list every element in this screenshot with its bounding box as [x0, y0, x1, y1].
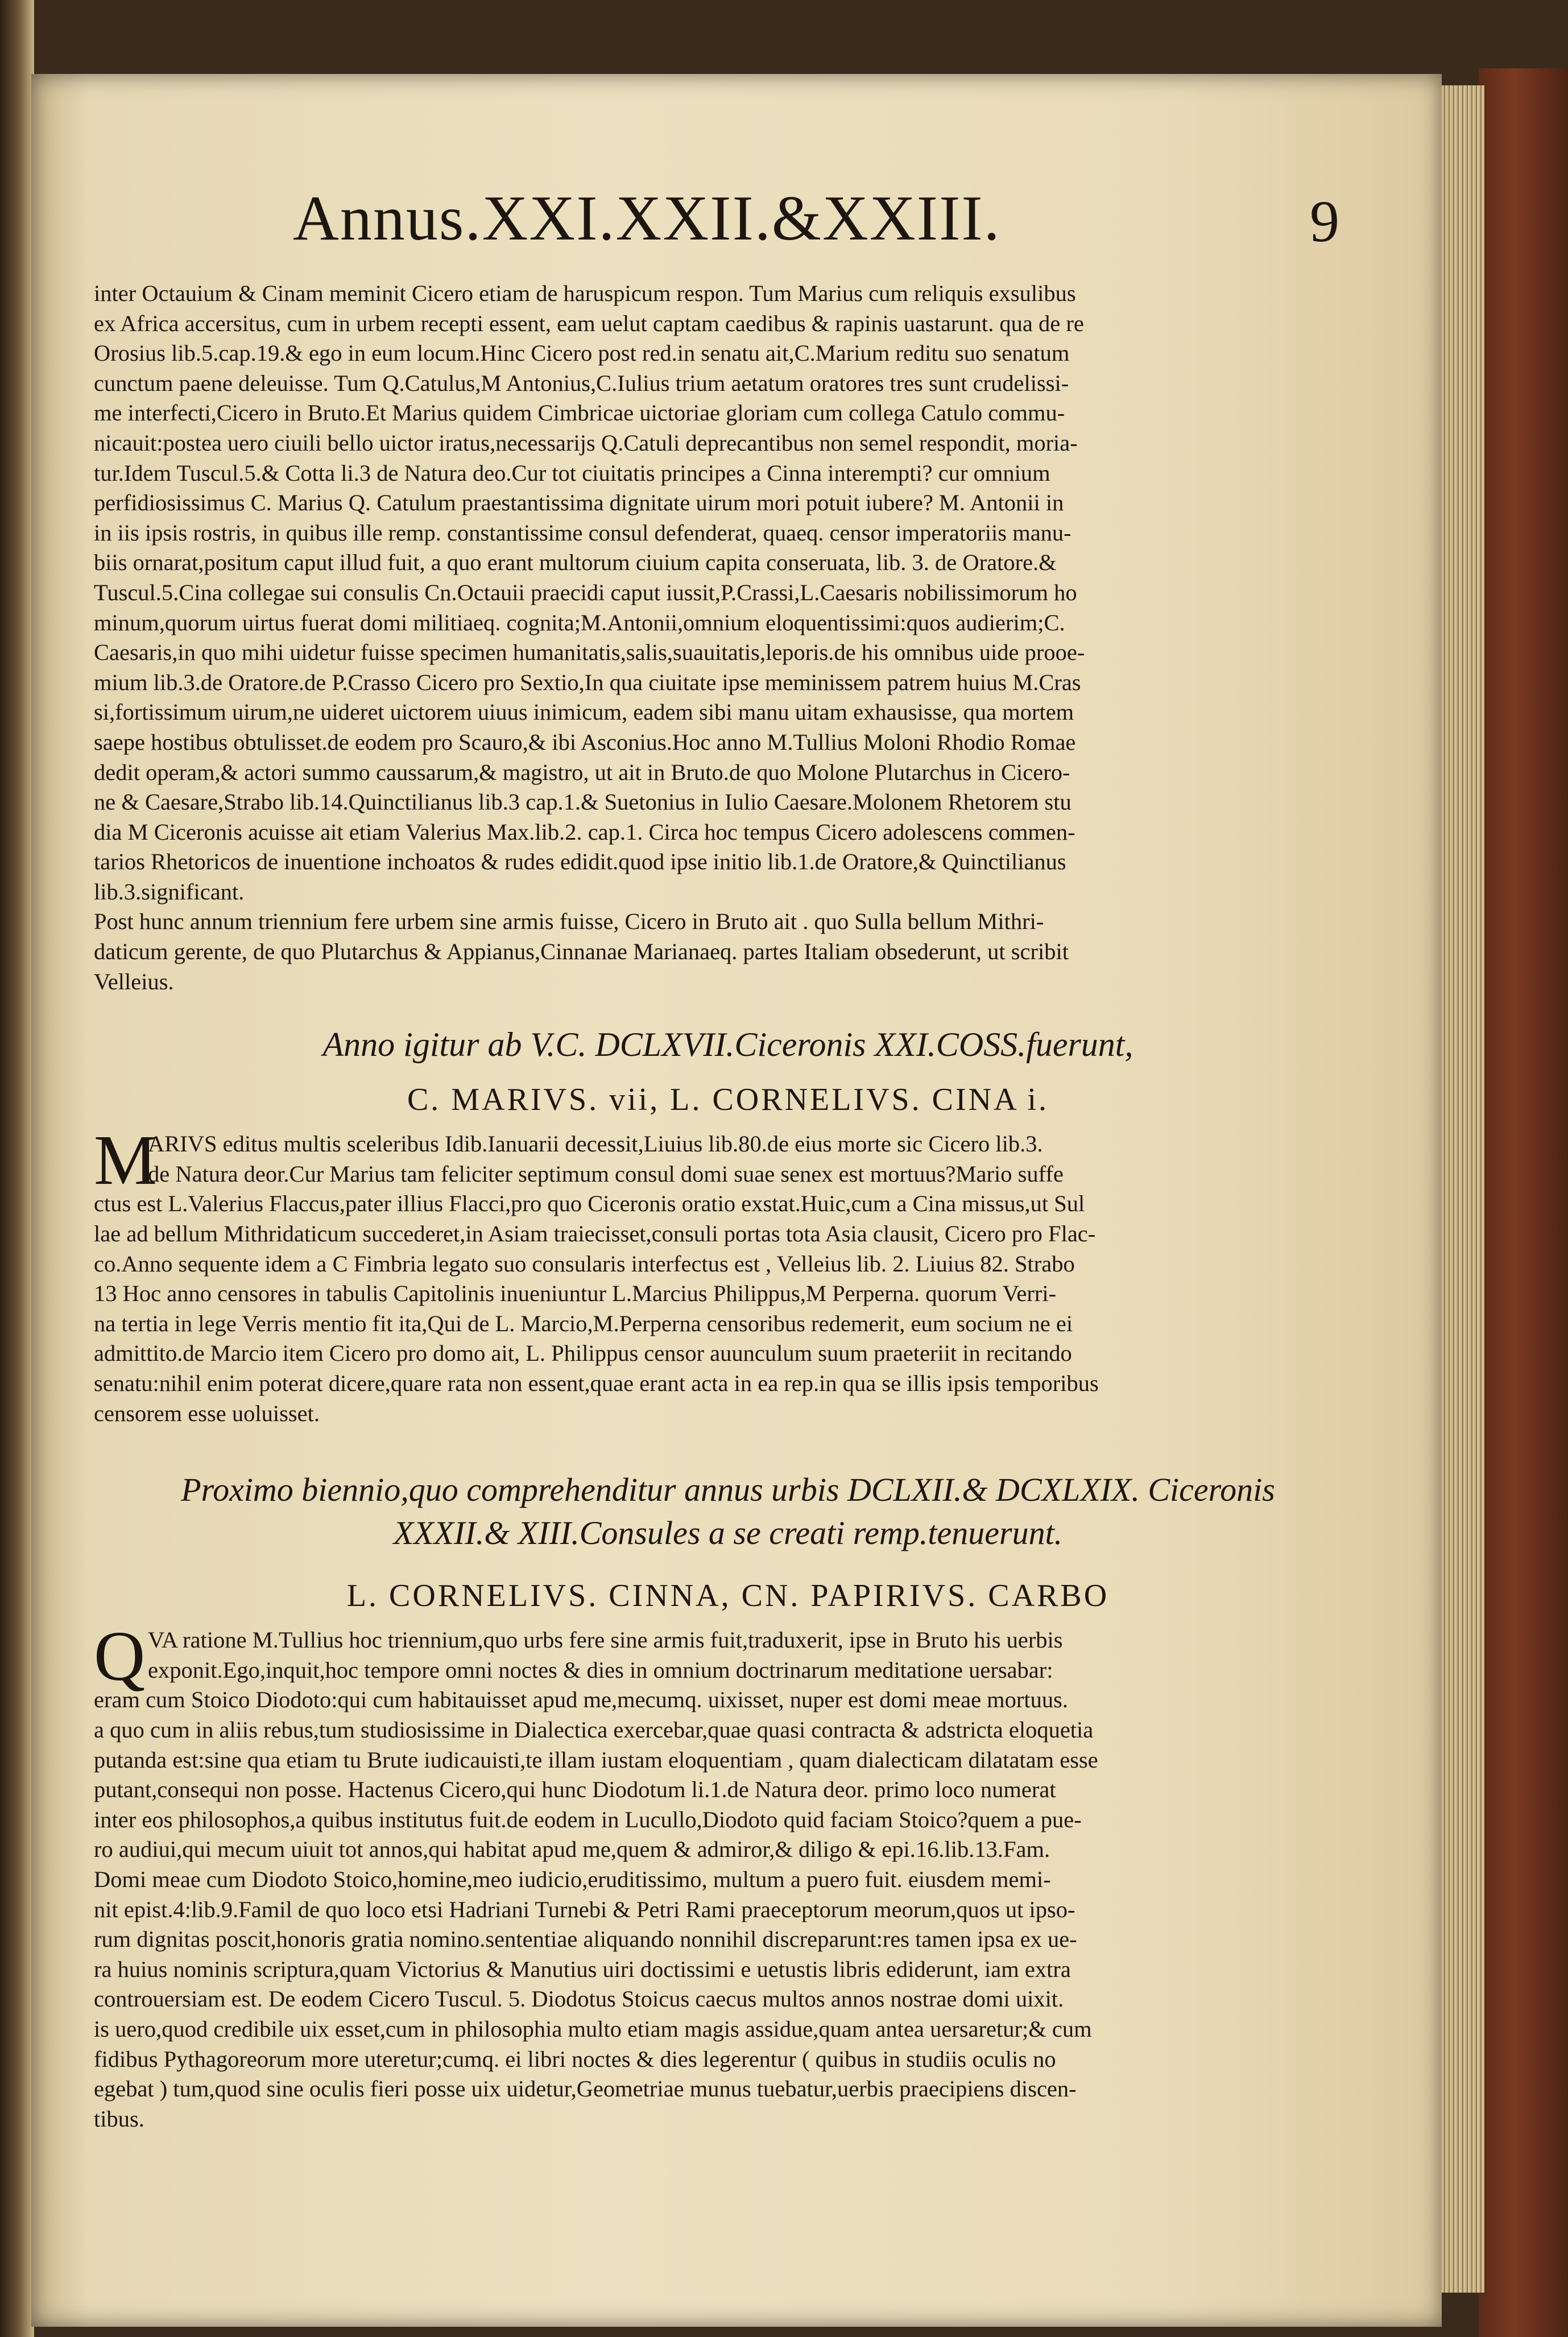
paragraph-2: [94, 907, 1362, 997]
text-line: nit epist.4:lib.9.Famil de quo loco etsi Hadriani Turnebi & Petri Rami praeceptorum meorum,quos ut ipso-: [94, 1896, 1075, 1922]
running-head: [94, 171, 1362, 279]
text-line: in iis ipsis rostris, in quibus ille remp. constantissime consul defenderat, quaeq. censor imperatoriis manu-: [94, 519, 1071, 546]
text-line: 13 Hoc anno censores in tabulis Capitolinis inueniuntur L.Marcius Philippus,M Perperna. quorum Verri-: [94, 1281, 1057, 1307]
page-content: [94, 171, 1362, 2276]
text-line: lae ad bellum Mithridaticum succederet,in Asiam traiecisset,consuli portas tota Asia clausit, Cicero pro Flac-: [94, 1221, 1096, 1247]
text-line: ne & Caesare,Strabo lib.14.Quinctilianus lib.3 cap.1.& Suetonius in Iulio Caesare.Molonem Rhetorem stu: [94, 789, 1071, 815]
section-1-text: [94, 1121, 1362, 1428]
text-line: na tertia in lege Verris mentio fit ita,Qui de L. Marcio,M.Perperna censoribus redemerit, eum socium ne ei: [94, 1310, 1073, 1336]
text-line: fidibus Pythagoreorum more uteretur;cumq. ei libri noctes & dies legerentur ( quibus in studiis oculis no: [94, 2046, 1056, 2072]
section-2-intro-line-1: Proximo biennio,quo comprehenditur annus urbis DCLXII.& DCXLXIX. Ciceronis: [181, 1471, 1275, 1509]
text-line: Velleius.: [94, 968, 174, 994]
text-line: Post hunc annum triennium fere urbem sine armis fuisse, Cicero in Bruto ait . quo Sulla bellum Mithri-: [94, 909, 1044, 935]
drop-cap-q: Q: [94, 1617, 146, 1696]
text-line: tarios Rhetoricos de inuentione inchoatos & rudes edidit.quod ipse initio lib.1.de Oratore,& Quinctilianus: [94, 849, 1066, 875]
text-line: daticum gerente, de quo Plutarchus & Appianus,Cinnanae Marianaeq. partes Italiam obsederunt, ut scribit: [94, 939, 1069, 965]
text-line: minum,quorum uirtus fuerat domi militiaeq. cognita;M.Antonii,omnium eloquentissimi:quos audierim;C.: [94, 609, 1065, 635]
section-2-text: [94, 1617, 1362, 2134]
text-line: Domi meae cum Diodoto Stoico,homine,meo iudicio,eruditissimo, multum a puero fuit. eiusdem memi-: [94, 1866, 1051, 1892]
text-line: Caesaris,in quo mihi uidetur fuisse specimen humanitatis,salis,suauitatis,leporis.de his omnibus uide prooe-: [94, 639, 1085, 666]
text-line: dia M Ciceronis acuisse ait etiam Valerius Max.lib.2. cap.1. Circa hoc tempus Cicero adolescens commen-: [94, 819, 1075, 845]
text-line: putant,consequi non posse. Hactenus Cicero,qui hunc Diodotum li.1.de Natura deor. primo loco numerat: [94, 1777, 1056, 1803]
text-line: ARIVS editus multis sceleribus Idib.Ianuarii decessit,Liuius lib.80.de eius morte sic Cicero lib.3.: [148, 1131, 1043, 1157]
text-line: ctus est L.Valerius Flaccus,pater illius Flacci,pro quo Ciceronis oratio exstat.Huic,cum a Cina missus,ut Sul: [94, 1191, 1085, 1217]
text-line: admittito.de Marcio item Cicero pro domo ait, L. Philippus censor auunculum suum praeteriit in recitando: [94, 1340, 1072, 1366]
text-line: VA ratione M.Tullius hoc triennium,quo urbs fere sine armis fuit,traduxerit, ipse in Bruto his uerbis: [148, 1627, 1063, 1653]
text-line: putanda est:sine qua etiam tu Brute iudicauisti,te illam iustam eloquentiam , quam dialecticam dilatatam esse: [94, 1746, 1098, 1773]
drop-cap-m: M: [94, 1121, 158, 1200]
paragraph-1: [94, 279, 1362, 907]
text-line: Tuscul.5.Cina collegae sui consulis Cn.Octauii praecidi caput iussit,P.Crassi,L.Caesaris nobilissimorum ho: [94, 579, 1077, 605]
text-line: a quo cum in aliis rebus,tum studiosissime in Dialectica exercebar,quae quasi contracta & adstricta eloquetia: [94, 1716, 1094, 1743]
section-1-intro: Anno igitur ab V.C. DCLXVII.Ciceronis XXI.COSS.fuerunt,: [322, 1026, 1133, 1064]
text-line: co.Anno sequente idem a C Fimbria legato suo consularis interfectus est , Velleius lib. 2. Liuius 82. Strabo: [94, 1250, 1075, 1277]
page-number: 9: [1310, 189, 1339, 254]
section-2-consuls: L. CORNELIVS. CINNA, CN. PAPIRIVS. CARBO: [346, 1578, 1110, 1614]
text-line: ex Africa accersitus, cum in urbem recepti essent, eam uelut captam caedibus & rapinis uastarunt. qua de re: [94, 310, 1084, 336]
text-line: me interfecti,Cicero in Bruto.Et Marius quidem Cimbricae uictoriae gloriam cum collega Catulo commu-: [94, 400, 1065, 426]
text-line: tur.Idem Tuscul.5.& Cotta li.3 de Natura deo.Cur tot ciuitatis principes a Cinna interempti? cur omnium: [94, 460, 1050, 486]
book-binding: [1479, 68, 1568, 2337]
text-line: censorem esse uoluisset.: [94, 1400, 320, 1426]
text-line: exponit.Ego,inquit,hoc tempore omni noctes & dies in omnium doctrinarum meditatione uersabar:: [148, 1657, 1053, 1683]
text-line: senatu:nihil enim poterat dicere,quare rata non essent,quae erant acta in ea rep.in qua se illis ipsis temporibus: [94, 1370, 1099, 1396]
running-title: Annus.XXI.XXII.&XXIII.: [293, 183, 1001, 254]
text-line: dedit operam,& actori summo caussarum,& magistro, ut ait in Bruto.de quo Molone Plutarchus in Cicero-: [94, 759, 1070, 785]
text-line: de Natura deor.Cur Marius tam feliciter septimum consul domi suae senex est mortuus?Mario suffe: [148, 1161, 1064, 1187]
text-line: egebat ) tum,quod sine oculis fieri posse uix uidetur,Geometriae munus tuebatur,uerbis praecipiens discen-: [94, 2076, 1077, 2102]
text-line: cunctum paene deleuisse. Tum Q.Catulus,M Antonius,C.Iulius trium aetatum oratores tres sunt crudelissi-: [94, 370, 1069, 396]
text-line: Orosius lib.5.cap.19.& ego in eum locum.Hinc Cicero post red.in senatu ait,C.Marium reditu suo senatum: [94, 340, 1070, 366]
section-2-intro: [94, 1468, 1362, 1555]
text-line: ro audiui,qui mecum uiuit tot annos,qui habitat apud me,quem & admiror,& diligo & epi.16.lib.13.Fam.: [94, 1836, 1050, 1863]
text-line: saepe hostibus obtulisset.de eodem pro Scauro,& ibi Asconius.Hoc anno M.Tullius Moloni Rhodio Romae: [94, 729, 1076, 755]
catchword: tibus.: [94, 2105, 144, 2132]
text-line: si,fortissimum uirum,ne uideret uictorem uiuus inimicum, eadem sibi manu uitam exhausisse, qua mortem: [94, 699, 1074, 725]
facing-page-edge: [0, 0, 34, 2337]
text-line: mium lib.3.de Oratore.de P.Crasso Cicero pro Sextio,In qua ciuitate ipse meminissem patrem huius M.Cras: [94, 669, 1081, 695]
section-2-intro-line-2: XXXII.& XIII.Consules a se creati remp.tenuerunt.: [393, 1514, 1063, 1552]
text-line: nicauit:postea uero ciuili bello uictor iratus,necessarijs Q.Catuli deprecantibus non semel respondit, moria-: [94, 430, 1078, 456]
text-line: ra huius nominis scriptura,quam Victorius & Manutius uiri doctissimi e uetustis libris ediderunt, iam extra: [94, 1956, 1071, 1982]
text-line: lib.3.significant.: [94, 878, 245, 905]
text-line: rum dignitas poscit,honoris gratia nomino.sententiae aliquando nonnihil discreparunt:res tamen ipsa ex ue-: [94, 1926, 1077, 1952]
text-line: eram cum Stoico Diodoto:qui cum habitauisset apud me,mecumq. uixisset, nuper est domi meae mortuus.: [94, 1687, 1069, 1713]
text-line: is uero,quod credibile uix esset,cum in philosophia multo etiam magis assidue,quam antea uersaretur;& cum: [94, 2016, 1092, 2042]
text-line: controuersiam est. De eodem Cicero Tuscul. 5. Diodotus Stoicus caecus multos annos nostrae domi uixit.: [94, 1986, 1064, 2012]
text-line: perfidiosissimus C. Marius Q. Catulum praestantissima dignitate uirum mori potuit iubere? M. Antonii in: [94, 490, 1064, 516]
text-line: biis ornarat,positum caput illud fuit, a quo erant multorum ciuium capita conseruata, lib. 3. de Oratore.&: [94, 550, 1057, 576]
section-1-consuls: C. MARIVS. vii, L. CORNELIVS. CINA i.: [407, 1082, 1049, 1118]
text-line: inter eos philosophos,a quibus institutus fuit.de eodem in Lucullo,Diodoto quid faciam Stoico?quem a pue-: [94, 1806, 1082, 1832]
text-line: inter Octauium & Cinam meminit Cicero etiam de haruspicum respon. Tum Marius cum reliquis exsulibus: [94, 280, 1076, 306]
